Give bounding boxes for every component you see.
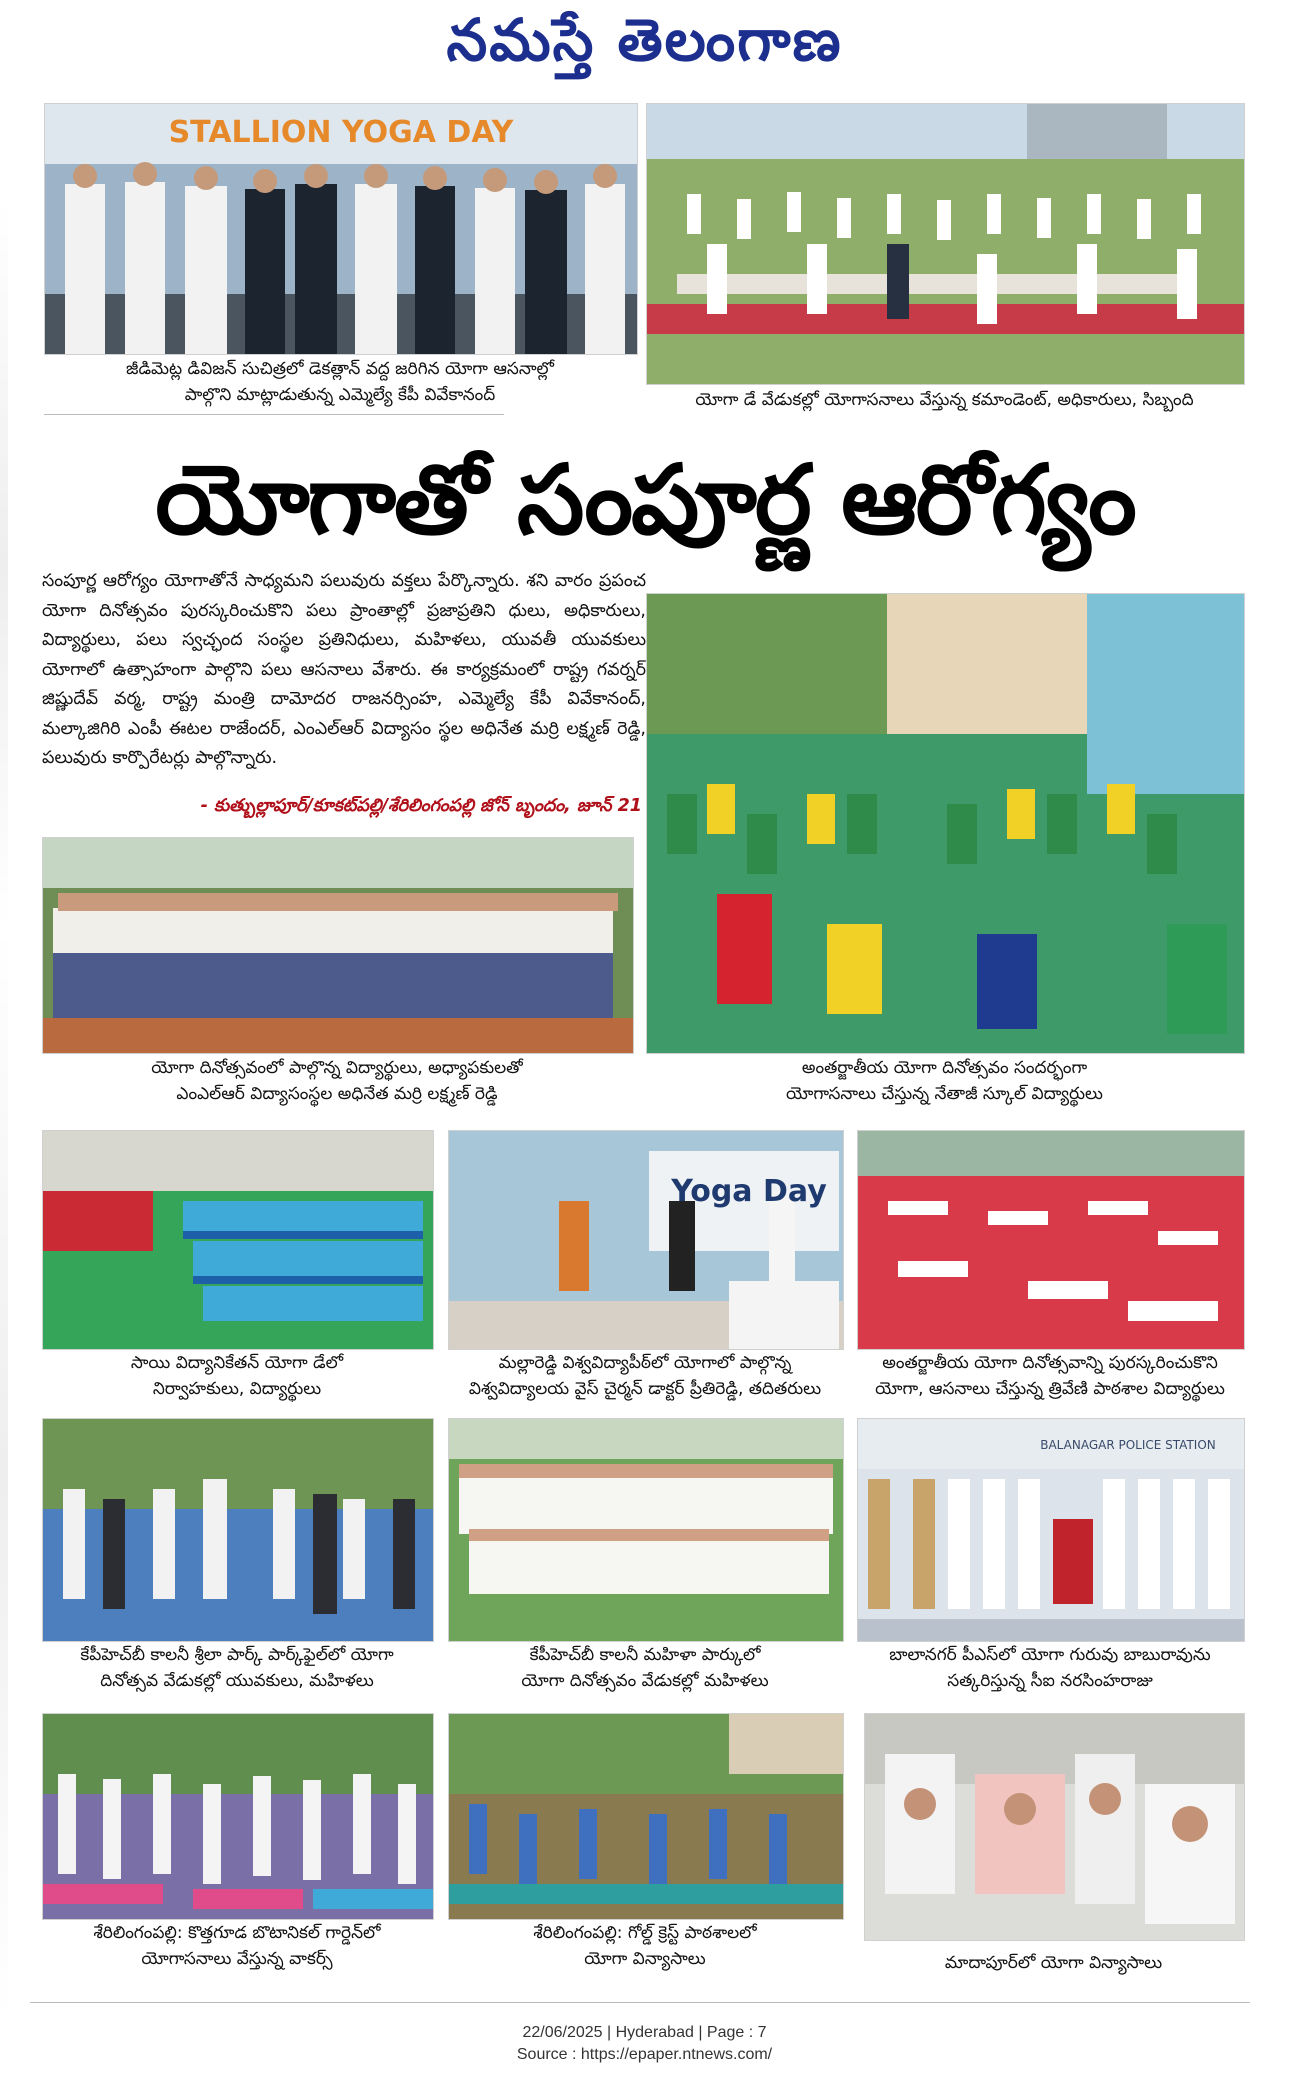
caption-line: జీడిమెట్ల డివిజన్ సుచిత్రలో డెకత్లాన్ వద్ద జరిగిన యోగా ఆసనాల్లో [126,359,554,379]
banner-text: Yoga Day [671,1174,827,1209]
adjacent-page-edge [0,200,8,2020]
caption-photo2 [646,387,1243,413]
caption-photo7 [857,1350,1243,1402]
caption-photo1 [44,356,636,408]
caption-line: మాదాపూర్‌లో యోగా విన్యాసాలు [944,1953,1163,1973]
caption-photo9 [448,1642,842,1694]
photo-kphb-mahila-park [448,1418,844,1642]
photo-goldcrest-school [448,1713,844,1920]
caption-photo6 [448,1350,842,1402]
caption-line: యోగా దినోత్సవం వేడుకల్లో మహిళలు [521,1671,769,1691]
caption-line: ఎంఎల్ఆర్ విద్యాసంస్థల అధినేత మర్రి లక్ష్మణ్ రెడ్డి [176,1084,498,1104]
caption-photo3 [42,1055,632,1107]
footer-date-line: 22/06/2025 | Hyderabad | Page : 7 [522,2024,767,2041]
caption-line: యోగా విన్యాసాలు [584,1949,706,1969]
caption-line: విశ్వవిద్యాలయ వైస్ చైర్మన్ డాక్టర్ ప్రీతిరెడ్డి, తదితరులు [468,1379,822,1399]
photo-sai-vidyaniketan [42,1130,434,1350]
caption-line: కేపీహెచ్‌బీ కాలనీ శ్రీలా పార్క్ పార్క్‌ఫైల్‌లో యోగా [80,1645,394,1665]
caption-line: దినోత్సవ వేడుకల్లో యువకులు, మహిళలు [100,1671,374,1691]
caption-photo8 [42,1642,432,1694]
footer-source-line: Source : https://epaper.ntnews.com/ [516,2046,773,2063]
caption-line: అంతర్జాతీయ యోగా దినోత్సవం సందర్భంగా [801,1058,1088,1078]
photo-mlr-students [42,837,634,1054]
caption-line: యోగా డే వేడుకల్లో యోగాసనాలు వేస్తున్న కమాండెంట్, అధికారులు, సిబ్బంది [695,390,1194,410]
photo-kphb-park-youth [42,1418,434,1642]
caption-line: యోగా దినోత్సవంలో పాల్గొన్న విద్యార్థులు, అధ్యాపకులతో [151,1058,523,1078]
headline: యోగాతో సంపూర్ణ ఆరోగ్యం [155,444,1135,556]
caption-photo10 [857,1642,1243,1694]
banner-text: STALLION YOGA DAY [168,115,514,150]
caption-photo13 [864,1950,1243,1976]
caption-line: సాయి విద్యానికేతన్ యోగా డేలో [130,1353,344,1373]
caption-photo12 [448,1920,842,1972]
photo-triveni-school [857,1130,1245,1350]
caption-line: బాలానగర్ పీఎస్‌లో యోగా గురువు బాబురావును [889,1645,1211,1665]
caption-line: పాల్గొని మాట్లాడుతున్న ఎమ్మెల్యే కేపీ వివేకానంద్ [184,385,496,405]
photo-botanical-garden [42,1713,434,1920]
caption-underline [44,414,504,415]
article-byline: - కుత్బుల్లాపూర్/కూకట్‌పల్లి/శేరిలింగంపల్లి జోన్ బృందం, జూన్ 21 [200,796,642,816]
caption-line: శేరిలింగంపల్లి: గోల్డ్ క్రెస్ట్ పాఠశాలలో [533,1923,757,1943]
photo-balanagar-ps [857,1418,1245,1642]
caption-line: శేరిలింగంపల్లి: కొత్తగూడ బొటానికల్ గార్డెన్‌లో [93,1923,381,1943]
caption-line: అంతర్జాతీయ యోగా దినోత్సవాన్ని పురస్కరించుకొని [882,1353,1218,1373]
banner-text: BALANAGAR POLICE STATION [1040,1438,1216,1452]
photo-mallareddy-yoga-day [448,1130,844,1350]
caption-line: యోగాసనాలు వేస్తున్న వాకర్స్ [141,1949,333,1969]
caption-photo4 [646,1055,1243,1107]
article-body: సంపూర్ణ ఆరోగ్యం యోగాతోనే సాధ్యమని పలువురు వక్తలు పేర్కొన్నారు. శని వారం ప్రపంచ యోగా దినోత్సవం పురస్కరించుకొని పలు ప్రాంతాల్లో ప్రజాప్రతిని ధులు, అధికారులు, విద్యార్థులు, పలు స్వచ్ఛంద సంస్థల ప్రతినిధులు, మహిళలు, యువతీ యువకులు యోగాలో ఉత్సాహంగా పాల్గొని పలు ఆసనాలు వేశారు. ఈ కార్యక్రమంలో రాష్ట్ర గవర్నర్ జిష్ణుదేవ్ వర్మ, రాష్ట్ర మంత్రి దామోదర రాజనర్సింహ, ఎమ్మెల్యే కేపీ వివేకానంద్, మల్కాజిగిరి ఎంపీ ఈటల రాజేందర్, ఎంఎల్ఆర్ విద్యాసం స్థల అధినేత మర్రి లక్ష్మణ్ రెడ్డి, పలువురు కార్పొరేటర్లు పాల్గొన్నారు. [42,571,646,768]
caption-line: కేపీహెచ్‌బీ కాలనీ మహిళా పార్కులో [529,1645,761,1665]
photo-netaji-school [646,593,1245,1054]
caption-line: సత్కరిస్తున్న సీఐ నరసింహరాజు [947,1671,1153,1691]
page-bottom-rule [30,2002,1250,2003]
caption-line: మల్లారెడ్డి విశ్వవిద్యాపీఠ్‌లో యోగాలో పాల్గొన్న [498,1353,792,1373]
caption-photo11 [42,1920,432,1972]
caption-line: యోగా, ఆసనాలు చేస్తున్న త్రివేణి పాఠశాల విద్యార్థులు [875,1379,1225,1399]
photo-madhapur-yoga [864,1713,1245,1941]
masthead: నమస్తే తెలంగాణ [446,6,843,74]
caption-line: నిర్వాహకులు, విద్యార్థులు [152,1379,322,1399]
photo-stallion-yoga-day [44,103,638,355]
caption-photo5 [42,1350,432,1402]
photo-commandant-yoga [646,103,1245,385]
caption-line: యోగాసనాలు చేస్తున్న నేతాజీ స్కూల్ విద్యార్థులు [786,1084,1103,1104]
